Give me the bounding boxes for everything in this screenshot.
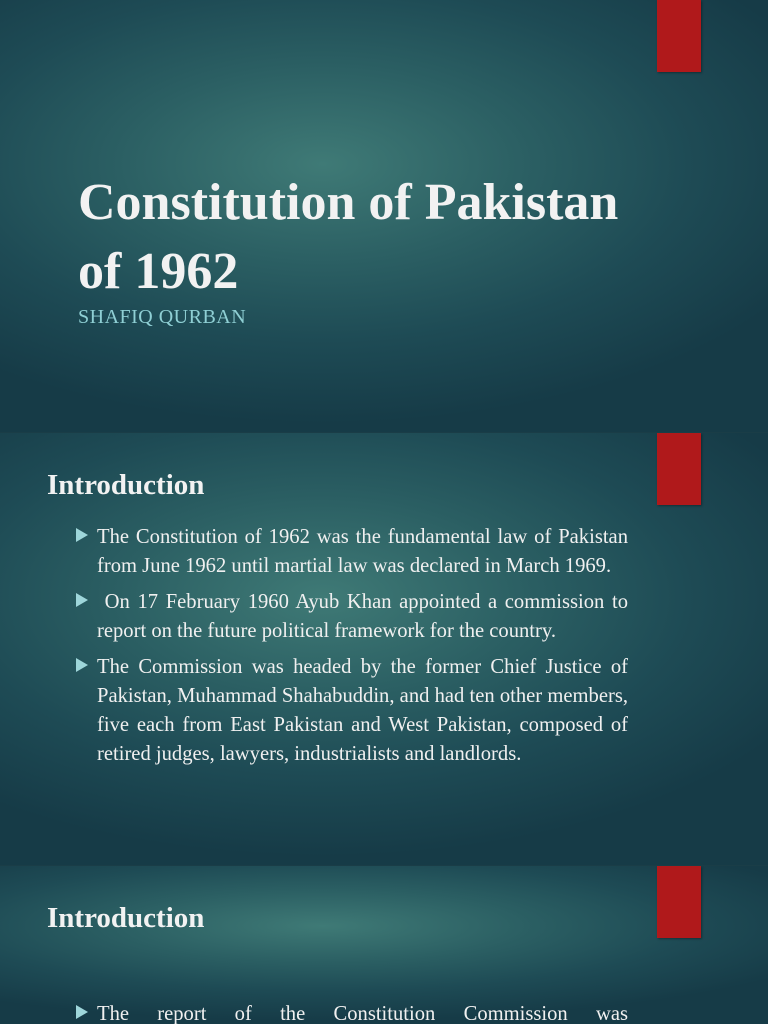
section-heading: Introduction (47, 902, 205, 934)
arrow-right-icon (76, 658, 88, 672)
section-heading: Introduction (47, 469, 205, 501)
slide-3[interactable] (0, 866, 768, 1024)
slide-subtitle: SHAFIQ QURBAN (78, 306, 247, 328)
slide-title: Constitution of Pakistan of 1962 (78, 174, 619, 300)
bullet-text: The Constitution of 1962 was the fundamental law of Pakistan from June 1962 until martial law was declared in March 1969. (97, 526, 628, 577)
bullet-item (76, 588, 634, 646)
bullet-list (76, 1000, 628, 1024)
accent-bar (657, 866, 701, 938)
slide-1[interactable] (0, 0, 768, 432)
arrow-right-icon (76, 528, 88, 542)
bullet-list (76, 523, 634, 776)
bullet-item (76, 1000, 628, 1024)
bullet-item (76, 523, 628, 581)
bullet-text: The report of the Constitution Commission was (97, 1003, 628, 1024)
bullet-text: The Commission was headed by the former Chief Justice of Pakistan, Muhammad Shahabuddin, and had ten other members, five each from East Pakistan and West Pakistan, composed of retired judges, lawyers, industrialists and landlords. (97, 656, 628, 765)
bullet-item (76, 653, 628, 769)
accent-bar (657, 433, 701, 505)
arrow-right-icon (76, 593, 88, 607)
arrow-right-icon (76, 1005, 88, 1019)
bullet-text: On 17 February 1960 Ayub Khan appointed a commission to report on the future political framework for the country. (97, 591, 634, 642)
accent-bar (657, 0, 701, 72)
slide-2[interactable] (0, 433, 768, 865)
